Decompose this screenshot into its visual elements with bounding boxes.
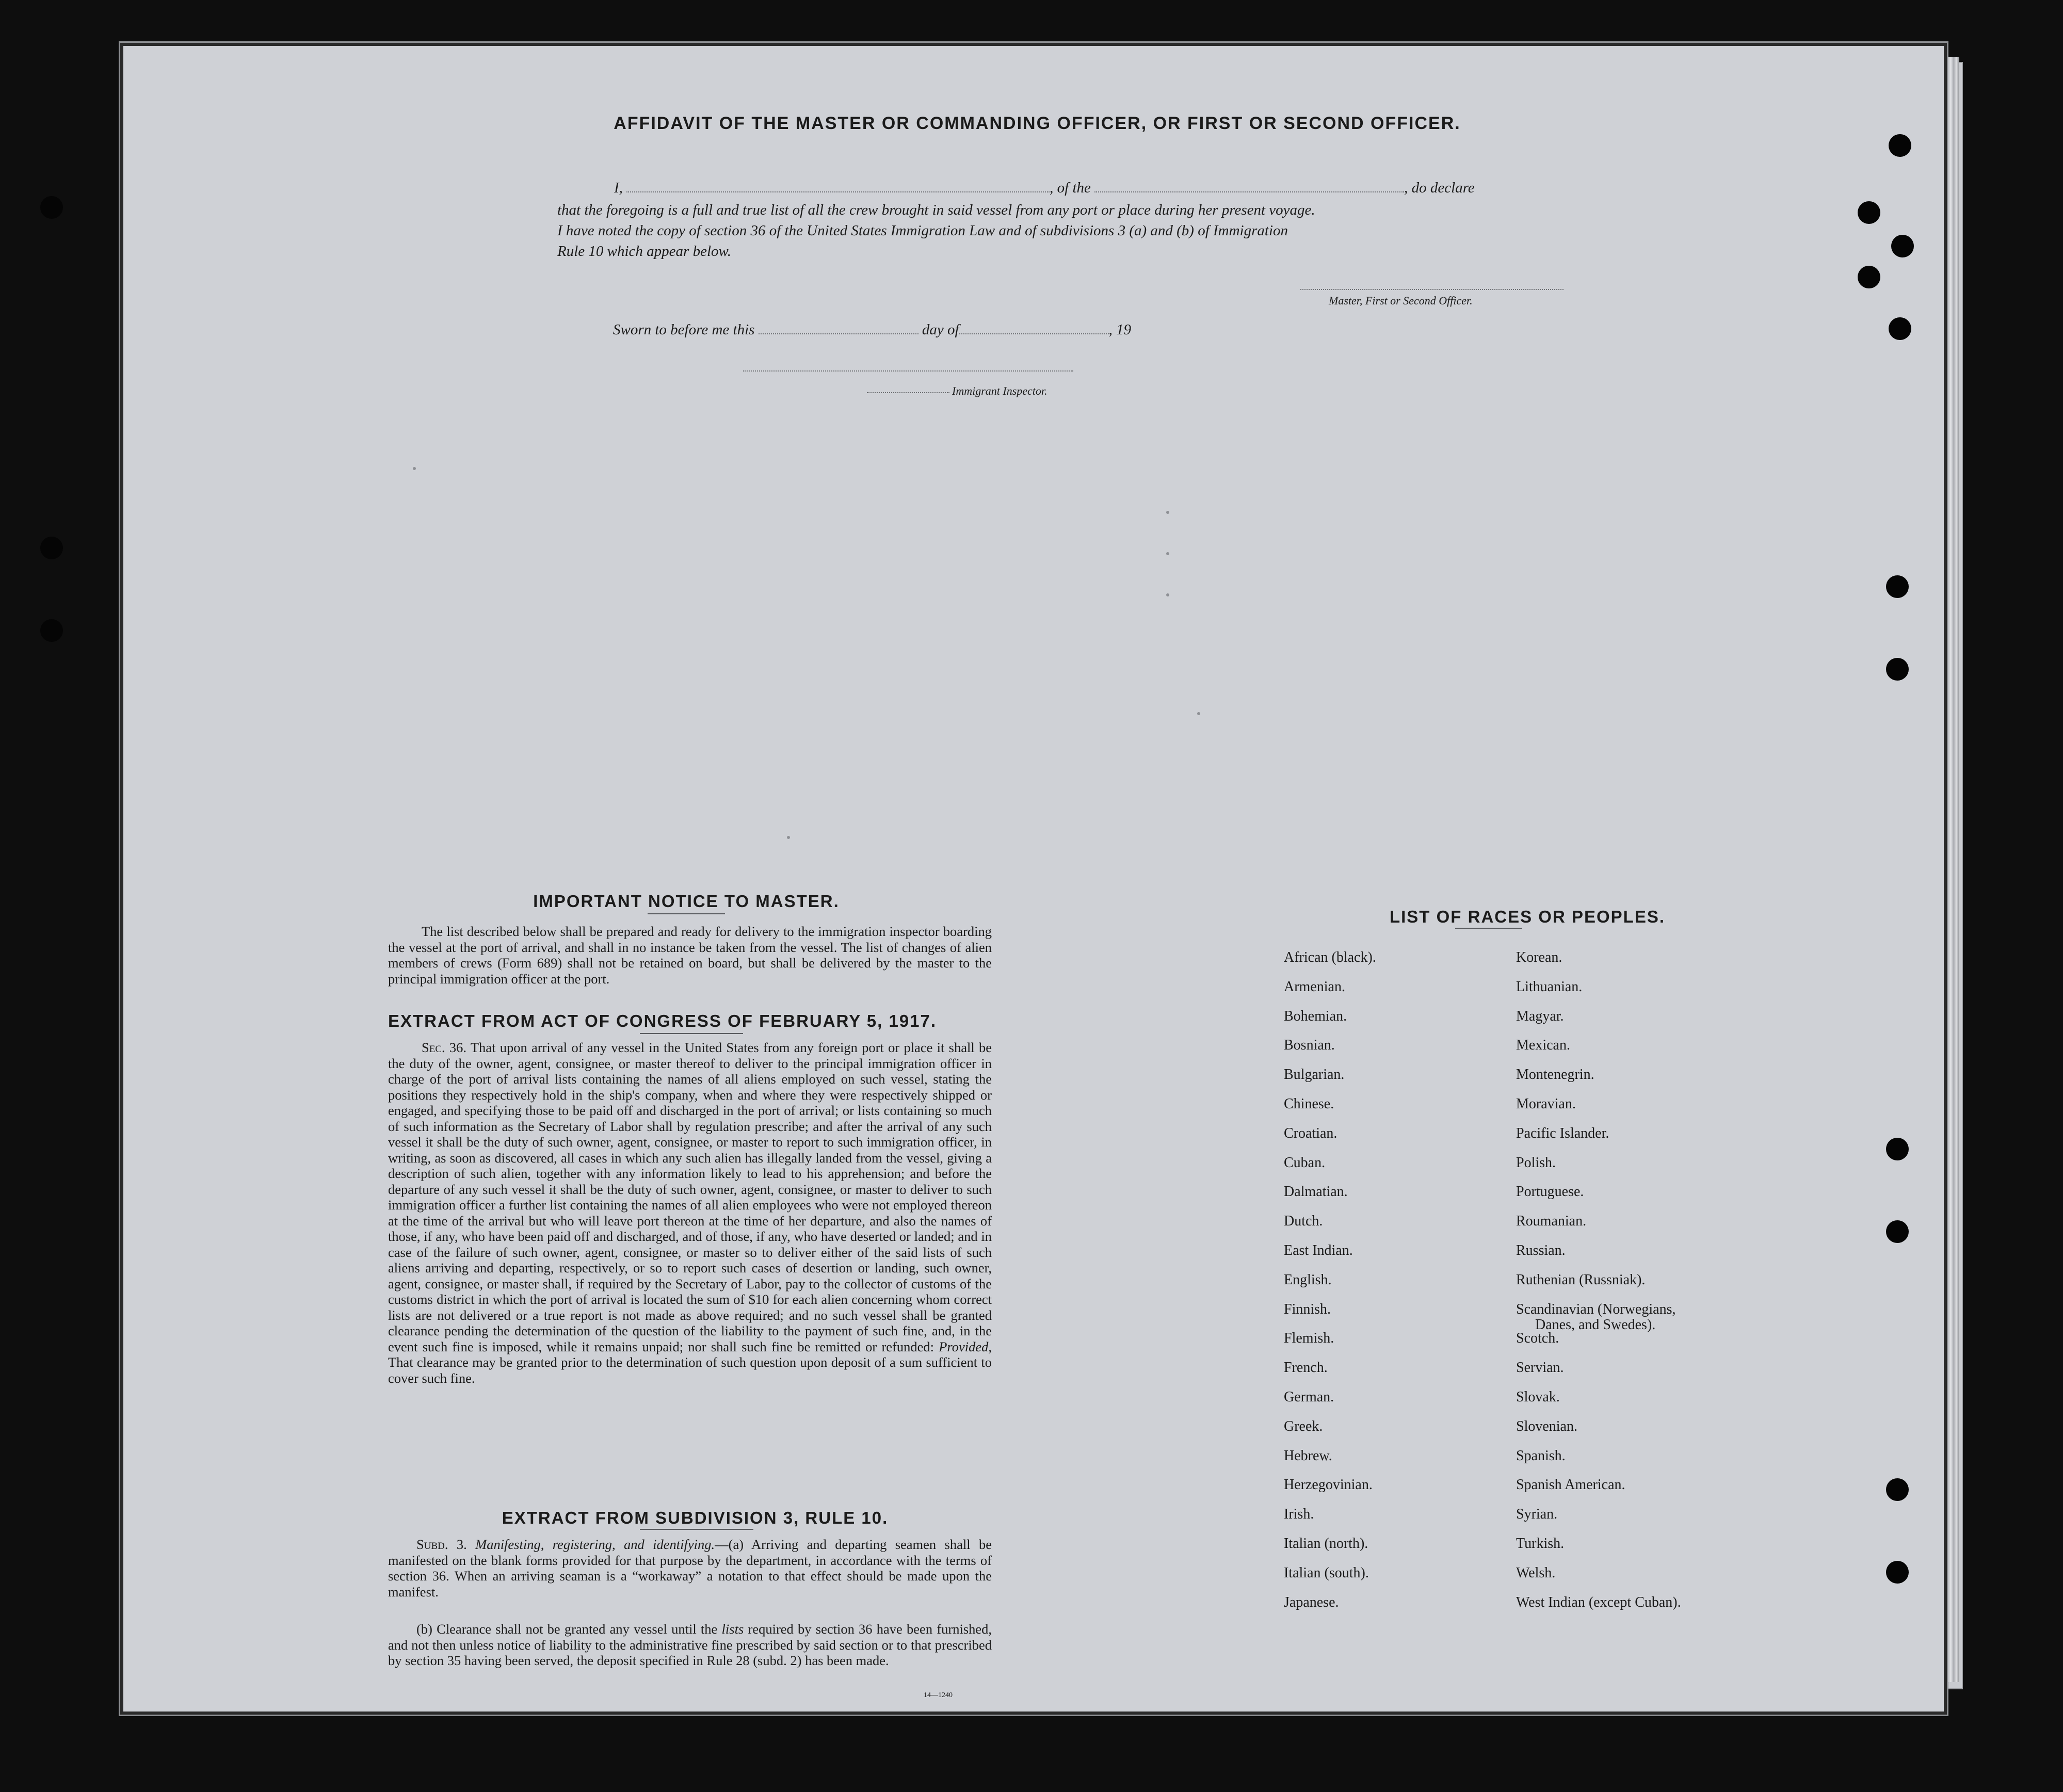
affidavit-i: I, [614, 180, 623, 196]
master-signature-line[interactable] [1300, 289, 1564, 290]
race-item: Flemish. [1284, 1330, 1334, 1347]
para-a-mark: —(a) [715, 1537, 744, 1552]
race-item: Montenegrin. [1516, 1067, 1594, 1083]
notice-text [388, 924, 992, 987]
master-signature-label: Master, First or Second Officer. [1329, 294, 1473, 307]
sworn-year: , 19 [1108, 321, 1132, 338]
binder-hole [1886, 1561, 1909, 1584]
affidavit-line-3: I have noted the copy of section 36 of the United States Immigration Law and of subdivisions 3 (a) and (b) of Immigration [557, 222, 1288, 239]
race-item: French. [1284, 1360, 1328, 1376]
bleed-mark [413, 467, 416, 470]
rule-title-rule [640, 1529, 753, 1530]
race-item: Bulgarian. [1284, 1067, 1345, 1083]
bleed-mark [1166, 511, 1169, 514]
race-item: German. [1284, 1389, 1334, 1405]
race-item: Hebrew. [1284, 1447, 1332, 1464]
inspector-signature-line-short[interactable] [867, 392, 949, 393]
race-item: Bosnian. [1284, 1037, 1335, 1054]
notice-body: The list described below shall be prepared and ready for delivery to the immigration inspector boarding the vessel at the port of arrival, and shall in no instance be taken from the vessel. The list of changes of alien members of crews (Form 689) shall not be retained on board, but shall be delivered by the master to the principal immigration officer at the port. [388, 924, 992, 987]
affidavit-line-4: Rule 10 which appear below. [557, 243, 731, 260]
races-title-rule [1455, 928, 1522, 929]
race-item: Russian. [1516, 1242, 1566, 1258]
race-item: Japanese. [1284, 1594, 1339, 1610]
bleed-mark [1166, 593, 1169, 596]
form-number: 14—1240 [924, 1691, 953, 1699]
vessel-blank[interactable] [1094, 191, 1404, 192]
notice-title: IMPORTANT NOTICE TO MASTER. [533, 892, 840, 911]
bleed-mark [787, 836, 790, 839]
bleed-mark [1166, 552, 1169, 555]
bleed-mark [1197, 712, 1200, 715]
binder-hole [1886, 1220, 1909, 1243]
act-title-rule [640, 1033, 743, 1034]
race-item: Finnish. [1284, 1301, 1331, 1317]
race-item: Irish. [1284, 1506, 1314, 1523]
binder-hole [1858, 266, 1880, 288]
sworn-line [613, 320, 1284, 340]
race-item: Turkish. [1516, 1536, 1565, 1552]
subd-label: Subd. 3. [416, 1537, 467, 1552]
race-item: Greek. [1284, 1418, 1323, 1434]
binder-hole [40, 619, 63, 642]
binder-hole [1886, 1478, 1909, 1501]
race-item: Roumanian. [1516, 1213, 1587, 1230]
rule-extract-title: EXTRACT FROM SUBDIVISION 3, RULE 10. [502, 1508, 889, 1527]
sworn-day-blank[interactable] [759, 333, 918, 334]
race-item: Italian (south). [1284, 1564, 1369, 1581]
race-item: Italian (north). [1284, 1536, 1368, 1552]
document-page [119, 41, 1948, 1716]
binder-hole [1889, 134, 1911, 157]
stacked-page-edges [1948, 57, 1959, 1682]
race-item: Portuguese. [1516, 1184, 1584, 1200]
race-item: English. [1284, 1271, 1332, 1288]
affidavit-line-2: that the foregoing is a full and true list of all the crew brought in said vessel from any port or place during her present voyage. [557, 202, 1315, 218]
rule-extract-para-b [388, 1621, 992, 1669]
affidavit-title: AFFIDAVIT OF THE MASTER OR COMMANDING OFFICER, OR FIRST OR SECOND OFFICER. [614, 114, 1461, 133]
race-item: Syrian. [1516, 1506, 1558, 1523]
race-item: Chinese. [1284, 1096, 1334, 1112]
race-item: Slovenian. [1516, 1418, 1577, 1434]
race-item: Slovak. [1516, 1389, 1560, 1405]
race-item: Spanish American. [1516, 1477, 1625, 1493]
name-blank[interactable] [626, 191, 1050, 192]
race-item: Armenian. [1284, 978, 1345, 995]
race-item: Croatian. [1284, 1125, 1337, 1141]
para-b-mark: (b) [416, 1621, 432, 1637]
race-item: Pacific Islander. [1516, 1125, 1609, 1141]
sworn-prefix: Sworn to before me this [613, 321, 755, 338]
binder-hole [1891, 235, 1914, 257]
para-b-text-1: Clearance shall not be granted any vessel until the [437, 1621, 718, 1637]
race-item: East Indian. [1284, 1242, 1353, 1258]
race-item: Cuban. [1284, 1154, 1326, 1171]
section-label: Sec. 36. [422, 1040, 467, 1055]
race-item: Scandinavian (Norwegians, [1516, 1301, 1676, 1317]
race-item: Servian. [1516, 1360, 1564, 1376]
section-36-text: That upon arrival of any vessel in the United States from any foreign port or place it shall be the duty of the owner, agent, consignee, or master thereof to deliver to the principal immigration officer in charge of the port of arrival lists containing the names of all aliens employed on such vessel, stating the positions they respectively hold in the ship's company, when and where they were respectively shipped or engaged, and specifying those to be paid off and discharged in the port of arrival; or lists containing so much of such information as the Secretary of Labor shall by regulation prescribe; and after the arrival of any such vessel it shall be the duty of such owner, agent, consignee, or master to report to such immigration officer, in writing, as soon as discovered, all cases in which any such alien has illegally landed from the vessel, giving a description of such alien, together with any information likely to lead to his apprehension; and before the departure of any such vessel it shall be the duty of such owner, agent, consignee, or master to deliver to such immigration officer a further list containing the names of all alien employees who were not employed thereon at the time of the arrival but who will leave port thereon at the time of her departure, and also the names of those, if any, who have been paid off and discharged, and of those, if any, who have deserted or landed; and in case of the failure of such owner, agent, consignee, or master so to deliver either of the said lists of such aliens arriving and departing, respectively, or so to report such cases of desertion or landing, such owner, agent, consignee, or master shall, if required by the Secretary of Labor, pay to the collector of customs of the customs district in which the port of arrival is located the sum of $10 for each alien concerning whom correct lists are not delivered or a true report is not made as above required; and no such vessel shall be granted clearance pending the determination of the question of the liability to the payment of such fine, and, in the event such fine is imposed, while it remains unpaid; nor shall such fine be remitted or refunded: [388, 1040, 992, 1354]
race-item: West Indian (except Cuban). [1516, 1594, 1681, 1610]
affidavit-declare: , do declare [1404, 180, 1475, 196]
race-item: Mexican. [1516, 1037, 1570, 1054]
notice-title-rule [648, 913, 725, 914]
race-item: Dutch. [1284, 1213, 1323, 1230]
sworn-day-label: day of [922, 321, 959, 338]
race-item: Korean. [1516, 949, 1562, 965]
race-item: Ruthenian (Russniak). [1516, 1271, 1646, 1288]
inspector-label: Immigrant Inspector. [952, 384, 1047, 397]
race-item: Magyar. [1516, 1008, 1564, 1024]
binder-hole [40, 196, 63, 219]
race-item: Bohemian. [1284, 1008, 1347, 1024]
sworn-month-blank[interactable] [959, 333, 1109, 334]
binder-hole [1886, 1138, 1909, 1160]
races-title: LIST OF RACES OR PEOPLES. [1389, 907, 1666, 926]
binder-hole [1886, 658, 1909, 681]
race-item: Lithuanian. [1516, 978, 1583, 995]
race-item: Scotch. [1516, 1330, 1559, 1347]
binder-hole [1886, 575, 1909, 598]
affidavit-of-the: , of the [1050, 180, 1091, 196]
binder-hole [1858, 201, 1880, 224]
race-item: Dalmatian. [1284, 1184, 1348, 1200]
race-item: Polish. [1516, 1154, 1556, 1171]
race-item: Moravian. [1516, 1096, 1576, 1112]
para-b-lists: lists [721, 1621, 744, 1637]
subd-heading: Manifesting, registering, and identifying. [475, 1537, 715, 1552]
race-item: Welsh. [1516, 1564, 1556, 1581]
para-a-text: Arriving and departing seamen shall be manifested on the blank forms provided for that purpose by the department, in accordance with the terms of section 36. When an arriving seaman is a “workaway” a notation to that effect should be made upon the manifest. [388, 1537, 992, 1600]
act-extract-title: EXTRACT FROM ACT OF CONGRESS OF FEBRUARY 5, 1917. [388, 1011, 937, 1030]
para-b-text-2: required by section 36 have been furnished, and not then unless notice of liability to the administrative fine prescribed by said section or to that prescribed by section 35 having been served, the deposit specified in Rule 28 (subd. 2) has been made. [388, 1621, 992, 1668]
binder-hole [40, 537, 63, 559]
provided-word: Provided, [939, 1338, 992, 1354]
race-item: African (black). [1284, 949, 1376, 965]
race-item: Spanish. [1516, 1447, 1566, 1464]
affidavit-declaration-line [614, 178, 1564, 198]
act-extract-text [388, 1040, 992, 1386]
rule-extract-para-a [388, 1537, 992, 1600]
race-item: Herzegovinian. [1284, 1477, 1373, 1493]
inspector-signature-line[interactable] [743, 370, 1073, 372]
race-item: Danes, and Swedes). [1535, 1316, 1656, 1333]
binder-hole [1889, 317, 1911, 340]
section-36-text-end: That clearance may be granted prior to the determination of such question upon deposit of a sum sufficient to cover such fine. [388, 1354, 992, 1386]
